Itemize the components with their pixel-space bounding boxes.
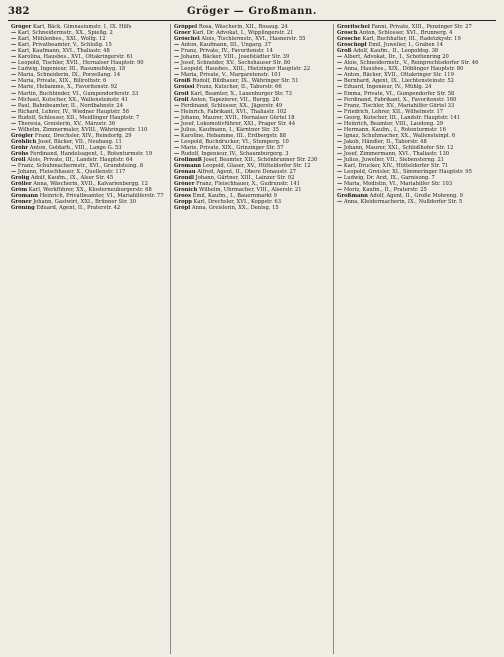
entry-surname: Gröhlich xyxy=(11,138,37,145)
entry-surname: Gröning xyxy=(11,205,35,212)
entry-details: Karl, Buchhalter, III., Radetzkystr. 19 xyxy=(362,36,461,43)
entry-details: Alois, Schneidermstr., V., Reinprechtsdorfer Str. 46 xyxy=(343,60,479,67)
entry-surname: Gröschel xyxy=(174,36,200,43)
entry-surname: Gromann xyxy=(11,193,39,200)
entry-details: Josef, Zimmermann, XVI., Thaliastr. 130 xyxy=(343,150,450,157)
entry-details: Heinrich, Fabrikant, XVI., Thaliastr. 102 xyxy=(180,108,287,115)
entry-details: Anton, Bäcker, XVII., Ottakringer Str. 119 xyxy=(343,72,454,79)
directory-entry xyxy=(337,199,493,205)
entry-surname: — xyxy=(174,66,180,73)
entry-details: Jakob, Händler, II., Taborstr. 48 xyxy=(343,138,427,145)
entry-details: Franz, Schuhmachermstr., XVI., Grundsteing. 8 xyxy=(17,163,143,170)
entry-details: Alois, Tischlermstr., XVI., Hasnerstr. 55 xyxy=(201,36,306,43)
entry-details: Josef, Beamter, XII., Schönbrunner Str. 230 xyxy=(203,157,318,164)
entry-details: Paul, Bahnbeamter, II., Nordbahnstr. 24 xyxy=(17,102,123,109)
entry-details: Georg, Kutscher, III., Landstr. Hauptstr. 141 xyxy=(343,114,461,121)
entry-details: Josef, Bäcker, VII., Neubaug. 11 xyxy=(37,138,122,145)
entry-surname: Gröhr xyxy=(11,144,29,151)
entry-surname: — xyxy=(11,48,17,55)
entry-details: Marie, Hebamme, X., Favoritenstr. 92 xyxy=(17,84,118,91)
entry-surname: — xyxy=(174,72,180,79)
entry-details: Ludwig, Ingenieur, III., Rasumofskyg. 18 xyxy=(17,66,126,73)
entry-details: Karl, Beamter, X., Laxenburger Str. 73 xyxy=(190,90,292,97)
entry-surname: Groissl xyxy=(174,84,195,91)
entry-surname: — xyxy=(174,102,180,109)
entry-surname: Gröppel xyxy=(174,24,198,30)
entry-surname: Groner xyxy=(11,199,32,206)
entry-surname: Gröner xyxy=(174,181,195,188)
entry-surname: Grolig xyxy=(11,175,30,182)
entry-details: Theresia, Greislerin, XV., Märzstr. 36 xyxy=(17,120,116,127)
entry-details: Julius, Juwelier, VII., Siebensterng. 21 xyxy=(343,157,445,164)
entry-surname: — xyxy=(11,120,17,127)
entry-details: Alfred, Agent, II., Obere Donaustr. 27 xyxy=(197,169,297,176)
entry-details: Karl, Bäck. Gimnasiumstr. 1, IX. Hilfs xyxy=(32,24,132,30)
entry-details: Rudolf, Ingenieur, IV., Schaumburgerg. 3 xyxy=(180,150,289,157)
entry-surname: Gropp xyxy=(174,199,192,206)
entry-surname: Gronau xyxy=(174,169,196,176)
entry-surname: — xyxy=(11,60,17,67)
entry-details: Ignaz, Schuhmacher, XX., Wallensteinpl. 6 xyxy=(343,132,456,139)
entry-details: Wilhelm, Uhrmacher, VIII., Alserstr. 21 xyxy=(198,187,302,194)
entry-surname: — xyxy=(337,114,343,121)
entry-details: Fanni, Private, XIII., Penzinger Str. 27 xyxy=(371,24,472,30)
entry-surname: Grosche xyxy=(337,36,361,43)
entry-details: Ferdinand, Handelsagent, I., Rotenturmstr. 19 xyxy=(29,150,152,157)
entry-surname: — xyxy=(337,187,343,194)
entry-details: Anna, Greislerin, XX., Denisg. 15 xyxy=(191,205,279,212)
entry-surname: — xyxy=(337,126,343,133)
entry-details: Eduard, Ingenieur, IV., Mühlg. 24 xyxy=(343,84,432,91)
entry-details: Leopold, Buchdrucker, VI., Stumperg. 10 xyxy=(180,138,289,145)
entry-details: Emil, Juwelier, I., Graben 14 xyxy=(368,42,443,49)
entry-details: Anna, Kleidermacherin, IX., Nußdorfer Str. 5 xyxy=(343,199,463,206)
entry-surname: — xyxy=(337,102,343,109)
entry-surname: Groß xyxy=(337,48,352,55)
entry-surname: — xyxy=(174,120,180,127)
page-number: 382 xyxy=(8,6,30,17)
columns xyxy=(8,24,496,654)
entry-surname: — xyxy=(174,42,180,49)
entry-details: Johann, Gastwirt, XXI., Brünner Str. 30 xyxy=(33,199,136,206)
entry-surname: — xyxy=(174,114,180,121)
entry-surname: — xyxy=(337,120,343,127)
entry-surname: — xyxy=(337,78,343,85)
entry-details: Leopold, Greisler, XI., Simmeringer Hauptstr. 95 xyxy=(343,169,472,176)
entry-details: Karl, Dr. Advokat, I., Wipplingerstr. 21 xyxy=(192,30,294,37)
entry-surname: — xyxy=(174,108,180,115)
entry-surname: — xyxy=(11,114,17,121)
entry-surname: — xyxy=(11,84,17,91)
entry-details: Wilhelm, Zimmermaler, XVIII., Währingerstr. 110 xyxy=(17,126,148,133)
entry-surname: — xyxy=(174,132,180,139)
entry-surname: Gröger xyxy=(11,24,32,30)
entry-details: Karl, Werkführer, XX., Klosterneuburgerstr. 68 xyxy=(28,187,152,194)
entry-details: Franz, Drechsler, XIV., Reindorfg. 29 xyxy=(34,132,132,139)
entry-details: Franz, Private, IV., Favoritenstr. 14 xyxy=(180,48,273,55)
entry-details: Heinrich, Privatbeamter, VI., Mariahilferstr. 77 xyxy=(39,193,164,200)
entry-details: Karoline, Hebamme, III., Erdbergstr. 88 xyxy=(180,132,287,139)
entry-details: Franz, Fleischhauer, X., Gudrunstr. 141 xyxy=(196,181,301,188)
entry-surname: Groit xyxy=(174,90,189,97)
entry-details: Julius, Kaufmann, I., Kärntner Str. 35 xyxy=(180,126,279,133)
entry-surname: — xyxy=(174,60,180,67)
entry-details: Ferdinand, Schlosser, XX., Jägerstr. 49 xyxy=(180,102,283,109)
entry-surname: — xyxy=(11,66,17,73)
entry-details: Leopold, Glaser, XV., Hütteldorfer Str. 12 xyxy=(202,163,311,170)
entry-details: Johann, Maurer, XXI., Schloßhofer Str. 12 xyxy=(343,144,454,151)
entry-details: Josef, Schneider, XV., Sechshauser Str. 80 xyxy=(180,60,291,67)
entry-surname: — xyxy=(174,150,180,157)
entry-details: Karolina, Hausbes., XVI., Ottakringerstr. 61 xyxy=(17,54,134,61)
entry-surname: Groritschel xyxy=(337,24,370,30)
entry-surname: — xyxy=(337,54,343,61)
entry-details: Leopold, Hausbes., XIII., Hietzinger Hauptstr. 22 xyxy=(180,66,311,73)
entry-details: Leopold, Tischler, XVII., Hernalser Hauptstr. 90 xyxy=(17,60,144,67)
entry-surname: Grollmuß xyxy=(174,157,202,164)
entry-surname: — xyxy=(11,42,17,49)
entry-surname: Groschopf xyxy=(337,42,367,49)
entry-surname: — xyxy=(11,96,17,103)
entry-surname: — xyxy=(337,163,343,170)
entry-surname: Gröpl xyxy=(174,205,191,212)
entry-surname: — xyxy=(337,90,343,97)
entry-details: Karl, Drechsler, XVI., Koppstr. 63 xyxy=(193,199,281,206)
entry-details: Emma, Private, VI., Gumpendorfer Str. 58 xyxy=(343,90,455,97)
entry-details: Heinrich, Beamter, VIII., Laudong. 29 xyxy=(343,120,444,127)
entry-surname: — xyxy=(337,157,343,164)
entry-surname: — xyxy=(337,150,343,157)
entry-details: Hermann, Kaufm., I., Rotenturmstr. 16 xyxy=(343,126,446,133)
directory-entry xyxy=(11,205,167,211)
entry-details: Alois, Private, III., Landstr. Hauptstr. 64 xyxy=(27,157,133,164)
entry-surname: Grosch xyxy=(337,30,358,37)
entry-surname: — xyxy=(337,181,343,188)
entry-surname: Groiß xyxy=(174,78,191,85)
entry-details: Franz, Kutscher, II., Taborstr. 66 xyxy=(196,84,282,91)
entry-details: Maria, Modistin, VI., Mariahilfer Str. 103 xyxy=(343,181,453,188)
entry-details: Rudolf, Schlosser, XII., Meidlinger Hauptstr. 7 xyxy=(17,114,140,121)
entry-details: Adolf, Kaufm., II., Leopoldsg. 38 xyxy=(353,48,439,55)
entry-details: Rudolf, Bildhauer, IX., Währinger Str. 51 xyxy=(192,78,299,85)
entry-details: Bernhard, Agent, IX., Liechtensteinstr. 52 xyxy=(343,78,454,85)
entry-surname: — xyxy=(174,144,180,151)
entry-details: Anton, Kaufmann, III., Ungarg. 37 xyxy=(180,42,271,49)
entry-details: Friedrich, Lehrer, XII., Wilhelmstr. 17 xyxy=(343,108,444,115)
entry-surname: — xyxy=(11,102,17,109)
entry-details: Johann, Fleischhauer, X., Quellenstr. 117 xyxy=(17,169,126,176)
entry-details: Karl, Mühlenbes., XXI., Wolfg. 12 xyxy=(17,36,106,43)
entry-details: Martin, Buchbinder, VI., Gumpendorferstr. 33 xyxy=(17,90,139,97)
entry-details: Anton, Tapezierer, VII., Burgg. 26 xyxy=(190,96,279,103)
entry-surname: Grondl xyxy=(174,175,194,182)
entry-surname: Groos xyxy=(174,193,192,200)
entry-details: Marie, Private, XIX., Grinzinger Str. 57 xyxy=(180,144,284,151)
page-header xyxy=(8,6,496,21)
entry-details: Anna, Hausbes., XIX., Döblinger Hauptstr. 80 xyxy=(343,66,464,73)
entry-surname: — xyxy=(11,36,17,43)
entry-details: Johann, Bäcker, VIII., Josefstädter Str. 39 xyxy=(180,54,290,61)
entry-details: Ludwig, Dr. Arzt, IX., Garnisong. 7 xyxy=(343,175,435,182)
entry-details: Michael, Kutscher, XX., Wallensteinstr. 41 xyxy=(17,96,128,103)
directory-entry xyxy=(174,205,330,211)
entry-surname: — xyxy=(337,96,343,103)
entry-details: Karl, Privatbeamter, V., Schloßg. 15 xyxy=(17,42,112,49)
entry-details: Maria, Schneiderin, IX., Porzellang. 14 xyxy=(17,72,121,79)
entry-surname: — xyxy=(174,48,180,55)
entry-surname: — xyxy=(11,30,17,37)
entry-details: Ferdinand, Fabrikant, X., Favoritenstr. 160 xyxy=(343,96,457,103)
entry-details: Emil, Kaufm., I., Bauernmarkt 9 xyxy=(192,193,277,200)
entry-details: Karl, Schneidermstr., XX., Spießg. 2 xyxy=(17,30,113,37)
entry-details: Maria, Private, V., Margaretenstr. 101 xyxy=(180,72,281,79)
entry-details: Anton, Goldarb., VIII., Lange G. 53 xyxy=(29,144,122,151)
entry-surname: Gröll xyxy=(11,157,26,164)
entry-surname: — xyxy=(337,66,343,73)
entry-details: Richard, Lehrer, IV., Wiedner Hauptstr. 58 xyxy=(17,108,130,115)
entry-surname: — xyxy=(337,60,343,67)
column-1 xyxy=(8,24,171,654)
entry-surname: — xyxy=(337,132,343,139)
entry-surname: — xyxy=(337,199,343,206)
entry-details: Anton, Schlosser, XVI., Brunnerg. 4 xyxy=(359,30,453,37)
entry-surname: — xyxy=(174,138,180,145)
entry-surname: Groer xyxy=(174,30,191,37)
entry-details: Johann, Gärtner, XIII., Lainzer Str. 92 xyxy=(195,175,295,182)
entry-surname: Grögler xyxy=(11,132,34,139)
entry-details: Johann, Maurer, XVII., Hernalser Gürtel 18 xyxy=(180,114,295,121)
entry-surname: — xyxy=(11,54,17,61)
entry-surname: — xyxy=(337,72,343,79)
entry-details: Adolf, Agent, II., Große Mohreng. 9 xyxy=(369,193,463,200)
entry-surname: — xyxy=(11,126,17,133)
entry-surname: — xyxy=(11,90,17,97)
entry-surname: — xyxy=(11,163,17,170)
entry-surname: — xyxy=(11,169,17,176)
entry-surname: Gröhs xyxy=(11,150,29,157)
entry-surname: Gröm xyxy=(11,187,28,194)
entry-details: Karl, Kaufmann, XVI., Thaliastr. 48 xyxy=(17,48,110,55)
entry-surname: — xyxy=(337,144,343,151)
entry-details: Karl, Drucker, XIV., Hütteldorfer Str. 71 xyxy=(343,163,449,170)
entry-details: Anna, Wäscherin, XVII., Kalvarienbergg. 12 xyxy=(33,181,148,188)
entry-surname: Großmann xyxy=(337,193,368,200)
entry-surname: — xyxy=(174,54,180,61)
entry-details: Rosa, Wäscherin, XII., Rosaug. 24 xyxy=(198,24,288,30)
entry-surname: Gröller xyxy=(11,181,32,188)
entry-surname: Groll xyxy=(174,96,189,103)
entry-details: Maria, Private, XIX., Billrothstr. 6 xyxy=(17,78,107,85)
entry-surname: — xyxy=(174,126,180,133)
entry-details: Moriz, Kaufm., II., Praterstr. 25 xyxy=(343,187,427,194)
entry-surname: — xyxy=(337,175,343,182)
entry-surname: — xyxy=(11,72,17,79)
entry-details: Adolf, Kaufm., IX., Alser Str. 45 xyxy=(30,175,114,182)
column-2 xyxy=(171,24,334,654)
entry-surname: — xyxy=(337,169,343,176)
entry-surname: — xyxy=(11,78,17,85)
page-title: Gröger — Großmann. xyxy=(186,6,318,17)
entry-surname: — xyxy=(337,138,343,145)
entry-surname: Gromann xyxy=(174,163,202,170)
entry-details: Franz, Tischler, XV., Mariahilfer Gürtel 33 xyxy=(343,102,455,109)
entry-details: Eduard, Agent, II., Praterstr. 42 xyxy=(36,205,121,212)
entry-surname: — xyxy=(337,108,343,115)
entry-surname: Gronich xyxy=(174,187,198,194)
entry-surname: — xyxy=(11,108,17,115)
column-3 xyxy=(334,24,496,654)
entry-details: Josef, Lokomotivführer, XXI., Prager Str. 44 xyxy=(180,120,296,127)
entry-surname: — xyxy=(337,84,343,91)
entry-details: Albert, Advokat, Dr., I., Schottenring 20 xyxy=(343,54,449,61)
